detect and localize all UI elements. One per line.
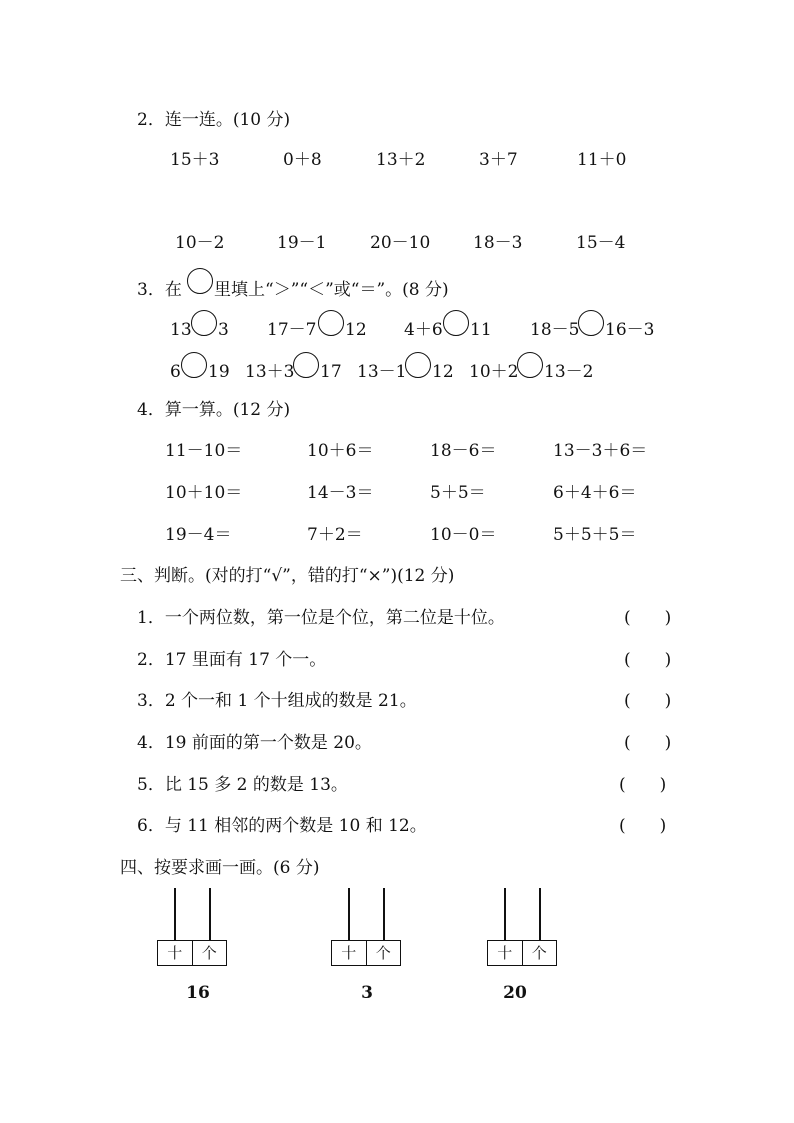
- compare-left: 4＋6: [404, 320, 443, 340]
- compare-right: 13－2: [544, 362, 594, 382]
- ones-rod[interactable]: [209, 888, 211, 940]
- calc-expr[interactable]: 11－10＝: [165, 441, 243, 461]
- tens-label: 十: [497, 943, 513, 962]
- calc-expr[interactable]: 6＋4＋6＝: [553, 483, 637, 503]
- compare-right: 12: [432, 362, 454, 382]
- abacus-target-number: 3: [361, 983, 373, 1003]
- abacus-16[interactable]: [157, 888, 229, 978]
- judge-answer-parens[interactable]: ( ): [619, 775, 667, 795]
- q2-bottom-expr[interactable]: 15－4: [576, 233, 626, 253]
- q2-top-expr[interactable]: 0＋8: [283, 150, 322, 170]
- tens-rod[interactable]: [174, 888, 176, 940]
- calc-expr[interactable]: 18－6＝: [430, 441, 497, 461]
- compare-answer-circle[interactable]: [181, 352, 207, 378]
- place-value-box: [331, 940, 401, 966]
- compare-right: 11: [470, 320, 492, 340]
- compare-answer-circle[interactable]: [191, 310, 217, 336]
- ones-rod[interactable]: [383, 888, 385, 940]
- compare-right: 16－3: [605, 320, 655, 340]
- judge-statement: 4．19 前面的第一个数是 20。: [137, 733, 372, 753]
- q3-title-start: 3．在: [137, 280, 182, 300]
- abacus-3[interactable]: [331, 888, 403, 978]
- q2-bottom-expr[interactable]: 18－3: [473, 233, 523, 253]
- tens-rod[interactable]: [348, 888, 350, 940]
- q2-top-expr[interactable]: 13＋2: [376, 150, 426, 170]
- compare-left: 13－1: [357, 362, 407, 382]
- compare-left: 18－5: [530, 320, 580, 340]
- ones-label: 个: [366, 941, 401, 965]
- place-value-box: [487, 940, 557, 966]
- calc-expr[interactable]: 10＋10＝: [165, 483, 243, 503]
- calc-expr[interactable]: 19－4＝: [165, 525, 232, 545]
- tens-label: 十: [167, 943, 183, 962]
- compare-right: 17: [320, 362, 342, 382]
- q2-bottom-expr[interactable]: 10－2: [175, 233, 225, 253]
- compare-left: 17－7: [267, 320, 317, 340]
- q2-top-expr[interactable]: 3＋7: [479, 150, 518, 170]
- compare-right: 3: [218, 320, 229, 340]
- judge-answer-parens[interactable]: ( ): [619, 816, 667, 836]
- judge-statement: 5．比 15 多 2 的数是 13。: [137, 775, 348, 795]
- compare-left: 10＋2: [469, 362, 519, 382]
- judge-answer-parens[interactable]: ( ): [624, 733, 672, 753]
- section4-title: 四、按要求画一画。(6 分): [120, 858, 320, 878]
- calc-expr[interactable]: 10－0＝: [430, 525, 497, 545]
- ones-label: 个: [522, 941, 557, 965]
- judge-statement: 1．一个两位数，第一位是个位，第二位是十位。: [137, 608, 505, 628]
- judge-answer-parens[interactable]: ( ): [624, 608, 672, 628]
- q2-title: 2．连一连。(10 分): [137, 110, 291, 130]
- compare-left: 13＋3: [245, 362, 295, 382]
- example-answer-circle-icon: [187, 268, 213, 294]
- calc-expr[interactable]: 13－3＋6＝: [553, 441, 648, 461]
- judge-answer-parens[interactable]: ( ): [624, 650, 672, 670]
- q3-title-end: 里填上“＞”“＜”或“＝”。(8 分): [214, 280, 449, 300]
- abacus-20[interactable]: [487, 888, 559, 978]
- abacus-target-number: 20: [503, 983, 527, 1003]
- q4-title: 4．算一算。(12 分): [137, 400, 291, 420]
- compare-right: 12: [345, 320, 367, 340]
- compare-answer-circle[interactable]: [293, 352, 319, 378]
- judge-statement: 6．与 11 相邻的两个数是 10 和 12。: [137, 816, 427, 836]
- place-value-box: [157, 940, 227, 966]
- q2-bottom-expr[interactable]: 19－1: [277, 233, 327, 253]
- q2-top-expr[interactable]: 11＋0: [577, 150, 627, 170]
- compare-left: 13: [170, 320, 192, 340]
- judge-statement: 2．17 里面有 17 个一。: [137, 650, 327, 670]
- compare-answer-circle[interactable]: [318, 310, 344, 336]
- calc-expr[interactable]: 7＋2＝: [307, 525, 363, 545]
- calc-expr[interactable]: 5＋5＋5＝: [553, 525, 637, 545]
- ones-label: 个: [192, 941, 227, 965]
- calc-expr[interactable]: 10＋6＝: [307, 441, 374, 461]
- calc-expr[interactable]: 14－3＝: [307, 483, 374, 503]
- judge-statement: 3．2 个一和 1 个十组成的数是 21。: [137, 691, 417, 711]
- compare-right: 19: [208, 362, 230, 382]
- tens-rod[interactable]: [504, 888, 506, 940]
- compare-answer-circle[interactable]: [578, 310, 604, 336]
- compare-left: 6: [170, 362, 181, 382]
- compare-answer-circle[interactable]: [405, 352, 431, 378]
- abacus-target-number: 16: [186, 983, 210, 1003]
- q2-top-expr[interactable]: 15＋3: [170, 150, 220, 170]
- tens-label: 十: [341, 943, 357, 962]
- section3-title: 三、判断。(对的打“√”，错的打“×”)(12 分): [120, 566, 455, 586]
- judge-answer-parens[interactable]: ( ): [624, 691, 672, 711]
- compare-answer-circle[interactable]: [443, 310, 469, 336]
- calc-expr[interactable]: 5＋5＝: [430, 483, 486, 503]
- ones-rod[interactable]: [539, 888, 541, 940]
- q2-bottom-expr[interactable]: 20－10: [370, 233, 431, 253]
- compare-answer-circle[interactable]: [517, 352, 543, 378]
